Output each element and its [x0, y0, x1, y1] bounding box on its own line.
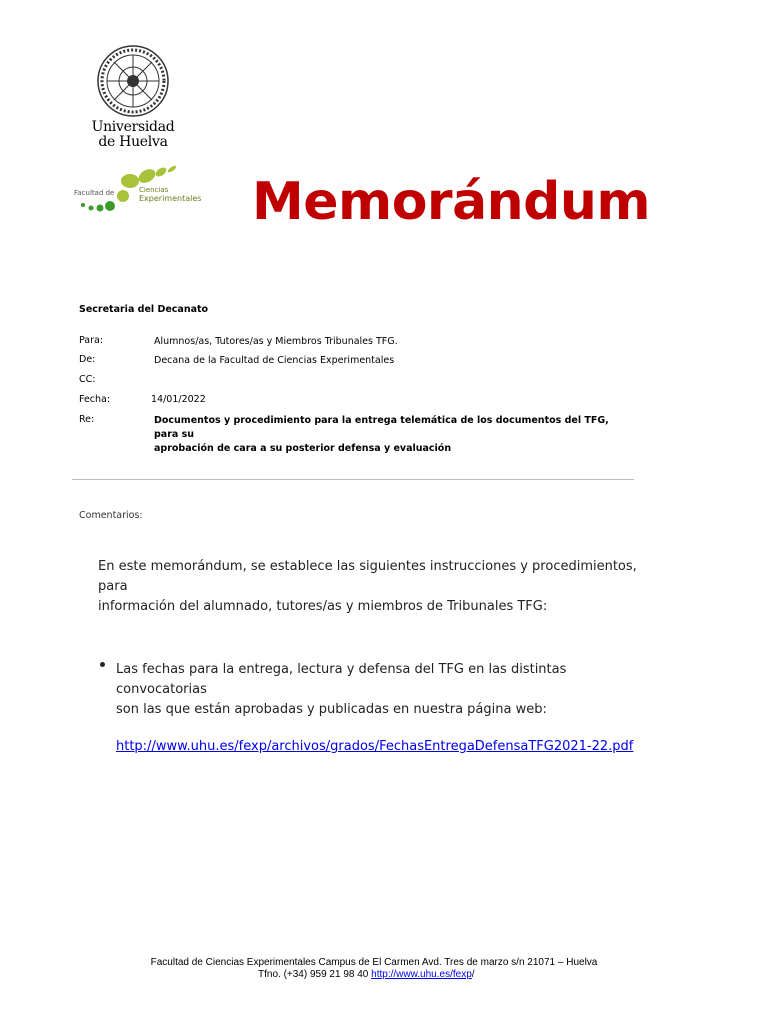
footer-phone: Tfno. (+34) 959 21 98 40 — [258, 969, 369, 980]
faculty-experimentales: Experimentales — [139, 194, 202, 203]
bullet-line1: Las fechas para la entrega, lectura y defensa del TFG en las distintas convocatorias — [116, 662, 567, 697]
memo-title: Memorándum — [252, 172, 651, 232]
university-name-line2: de Huelva — [98, 134, 168, 150]
intro-paragraph — [98, 557, 658, 617]
re-value-line1: Documentos y procedimiento para la entrega telemática de los documentos del TFG, para su — [154, 415, 609, 440]
divider — [72, 479, 634, 480]
department: Secretaria del Decanato — [79, 304, 209, 315]
para-value: Alumnos/as, Tutores/as y Miembros Tribunales TFG. — [154, 336, 398, 347]
intro-line2: información del alumnado, tutores/as y miembros de Tribunales TFG: — [98, 599, 548, 614]
de-label: De: — [79, 354, 96, 365]
university-seal-icon — [96, 44, 170, 118]
footer-web-link[interactable]: http://www.uhu.es/fexp — [371, 969, 472, 980]
footer-web-suffix: / — [471, 969, 475, 980]
de-value: Decana de la Facultad de Ciencias Experimentales — [154, 355, 395, 366]
bullet-icon — [100, 662, 105, 667]
re-label: Re: — [79, 414, 95, 425]
footer-contact — [258, 969, 475, 980]
cc-label: CC: — [79, 374, 96, 385]
faculty-label: Facultad de — [74, 189, 115, 197]
re-value-line2: aprobación de cara a su posterior defensa y evaluación — [154, 443, 452, 454]
faculty-ciencias: Ciencias — [139, 186, 169, 194]
footer-address: Facultad de Ciencias Experimentales Campus de El Carmen Avd. Tres de marzo s/n 21071 – Huelva — [150, 957, 598, 968]
intro-line1: En este memorándum, se establece las siguientes instrucciones y procedimientos, para — [98, 559, 637, 594]
university-name — [88, 120, 178, 150]
fecha-value: 14/01/2022 — [151, 394, 206, 405]
fecha-label: Fecha: — [79, 394, 111, 405]
comments-label: Comentarios: — [79, 510, 143, 521]
re-value — [154, 414, 624, 456]
university-name-line1: Universidad — [91, 119, 175, 135]
bullet-line2: son las que están aprobadas y publicadas en nuestra página web: — [116, 702, 547, 717]
bullet-item — [116, 660, 656, 720]
para-label: Para: — [79, 335, 104, 346]
fechas-pdf-link[interactable]: http://www.uhu.es/fexp/archivos/grados/FechasEntregaDefensaTFG2021-22.pdf — [116, 739, 634, 754]
